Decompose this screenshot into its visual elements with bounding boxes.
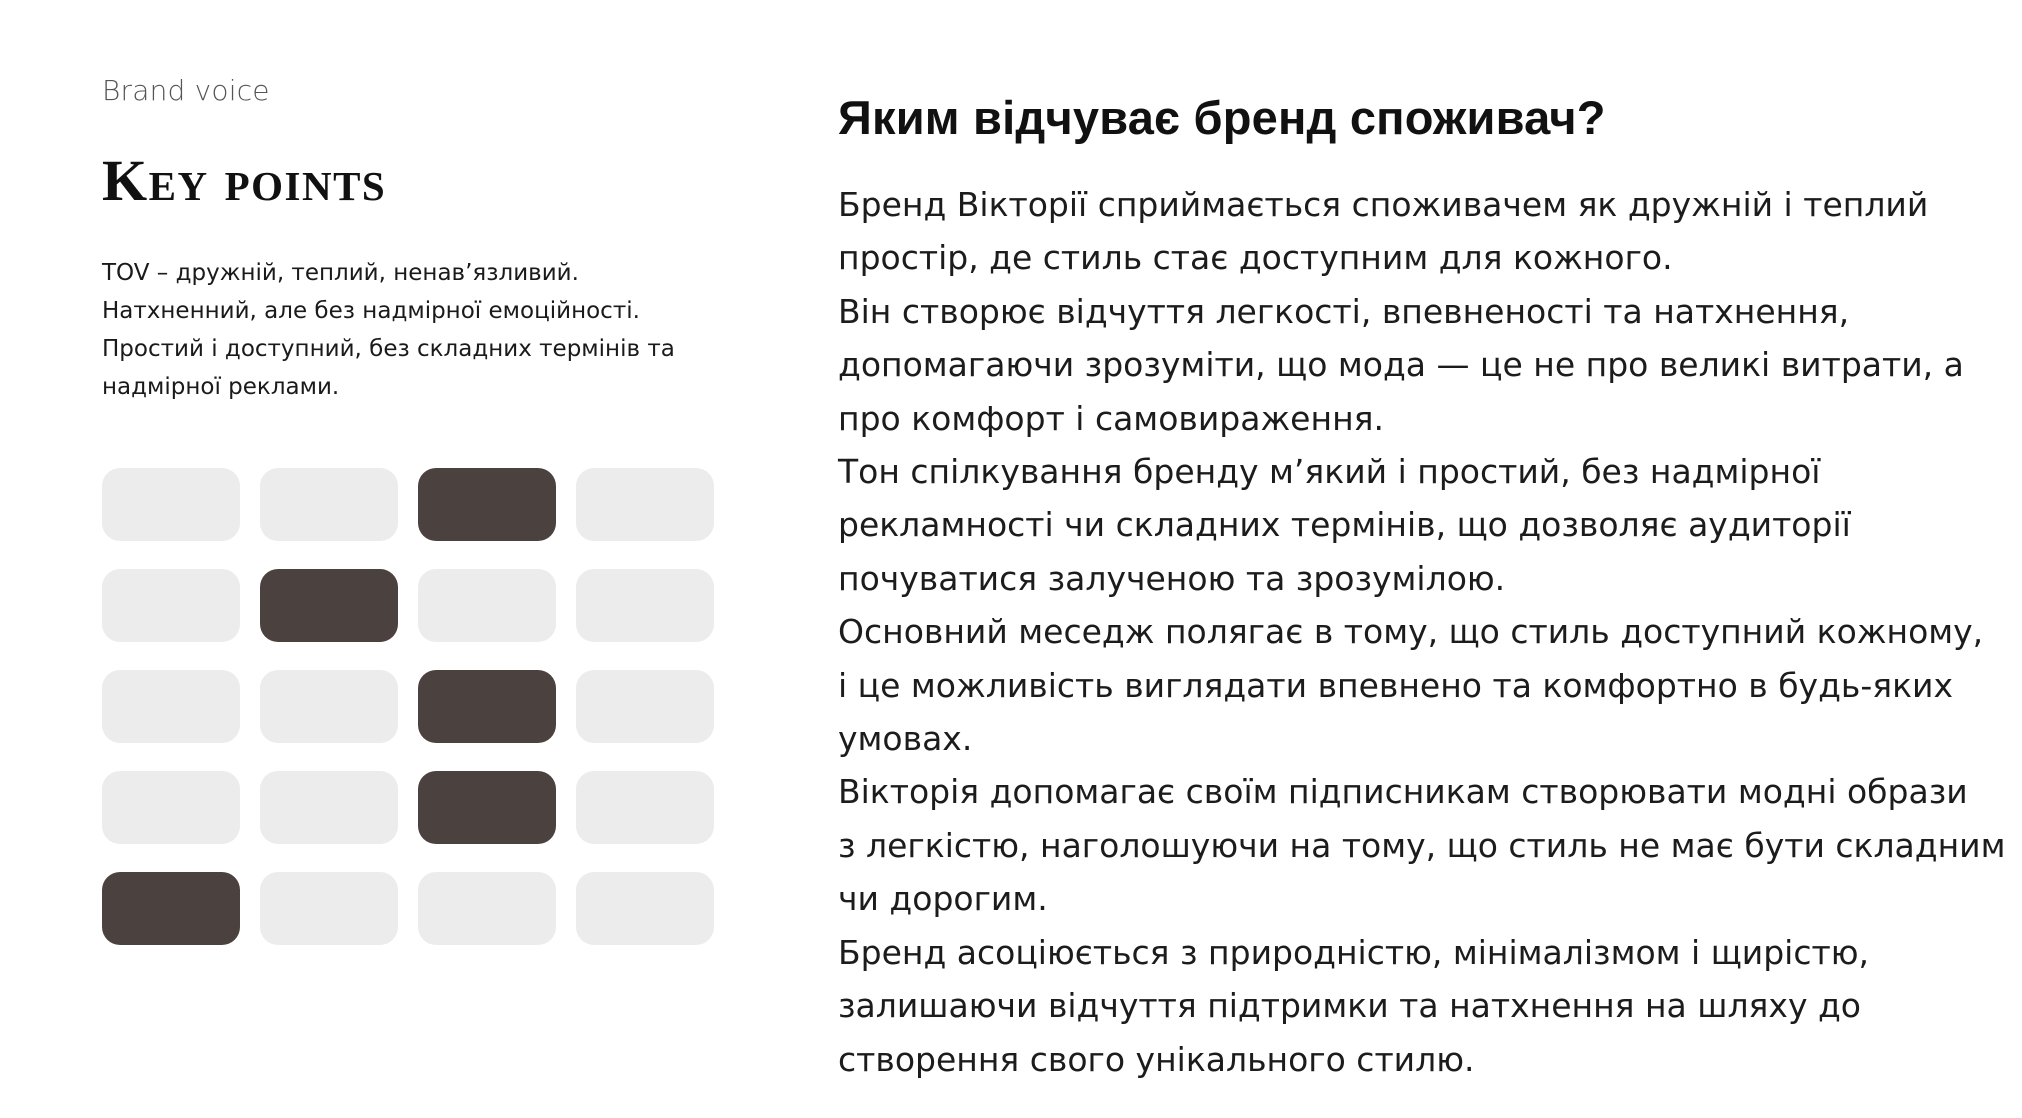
grid-cell xyxy=(576,872,714,945)
grid-cell xyxy=(576,569,714,642)
grid-cell xyxy=(102,771,240,844)
body-line: і це можливість виглядати впевнено та комфортно в будь-яких xyxy=(838,665,1954,705)
body-line: допомагаючи зрозуміти, що мода — це не про великі витрати, а xyxy=(838,345,1964,385)
page-title: Яким відчуває бренд споживач? xyxy=(838,91,1606,144)
body-line: про комфорт і самовираження. xyxy=(838,398,1384,438)
grid-cell xyxy=(576,670,714,743)
brand-voice-label: Brand voice xyxy=(102,74,270,107)
body-line: почуватися залученою та зрозумілою. xyxy=(838,558,1506,598)
body-line: Бренд Вікторії сприймається споживачем як дружній і теплий xyxy=(838,185,1929,224)
grid-cell xyxy=(576,771,714,844)
grid-cell-selected xyxy=(260,569,398,642)
tov-line: TOV – дружній, теплий, ненав’язливий. xyxy=(102,260,579,286)
tov-line: Простий і доступний, без складних термінів та xyxy=(102,336,675,362)
grid-cell xyxy=(260,872,398,945)
body-line: рекламності чи складних термінів, що дозволяє аудиторії xyxy=(838,505,1851,545)
grid-cell xyxy=(102,468,240,541)
grid-cell-selected xyxy=(418,771,556,844)
body-line: з легкістю, наголошуючи на тому, що стиль не має бути складним xyxy=(838,825,2006,865)
grid-cell xyxy=(418,569,556,642)
body-line: Вікторія допомагає своїм підписникам створювати модні образи xyxy=(838,772,1968,812)
tov-description xyxy=(102,254,702,406)
grid-cell-selected xyxy=(418,468,556,541)
body-line: Він створює відчуття легкості, впевненості та натхнення, xyxy=(838,291,1850,331)
grid-cell xyxy=(102,569,240,642)
body-line: чи дорогим. xyxy=(838,879,1048,919)
grid-cell-selected xyxy=(418,670,556,743)
body-line: Основний меседж полягає в тому, що стиль доступний кожному, xyxy=(838,612,1984,652)
grid-cell-selected xyxy=(102,872,240,945)
grid-cell xyxy=(260,468,398,541)
tone-scale-grid xyxy=(102,468,714,945)
grid-cell xyxy=(260,670,398,743)
grid-cell xyxy=(576,468,714,541)
grid-cell xyxy=(418,872,556,945)
body-line: залишаючи відчуття підтримки та натхнення на шляху до xyxy=(838,986,1861,1026)
key-points-title: Key points xyxy=(102,148,387,213)
body-line: умовах. xyxy=(838,719,973,759)
body-line: простір, де стиль стає доступним для кожного. xyxy=(838,238,1673,278)
body-line: створення свого унікального стилю. xyxy=(838,1039,1475,1079)
grid-cell xyxy=(260,771,398,844)
body-line: Тон спілкування бренду м’який і простий, без надмірної xyxy=(838,452,1821,492)
body-paragraph xyxy=(838,178,2008,1086)
tov-line: надмірної реклами. xyxy=(102,374,340,400)
tov-line: Натхненний, але без надмірної емоційності. xyxy=(102,298,640,324)
body-line: Бренд асоціюється з природністю, мінімалізмом і щирістю, xyxy=(838,932,1869,972)
grid-cell xyxy=(102,670,240,743)
